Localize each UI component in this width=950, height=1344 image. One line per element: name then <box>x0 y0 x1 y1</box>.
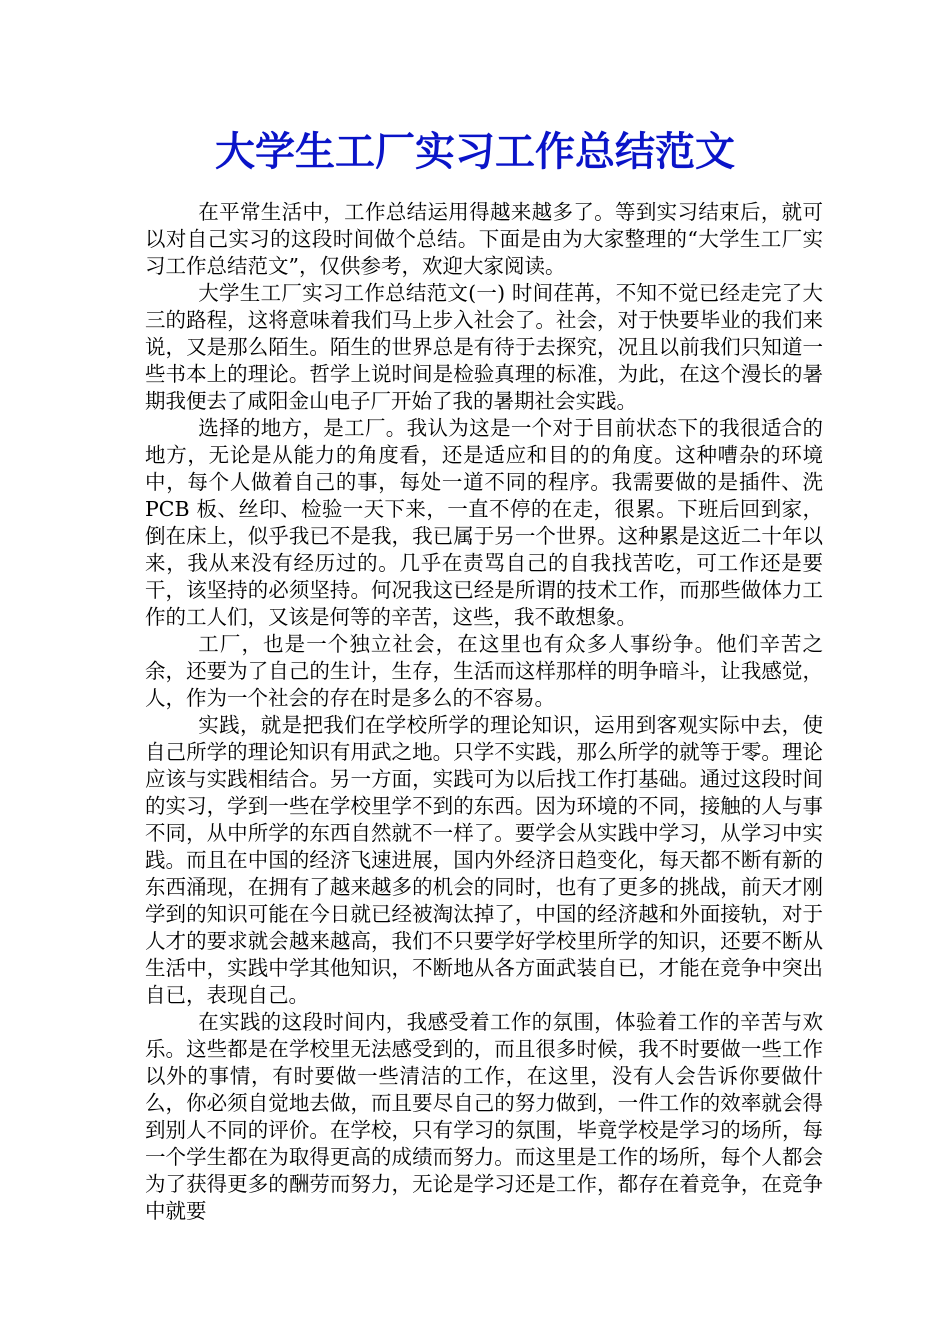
paragraph-practice: 实践，就是把我们在学校所学的理论知识，运用到客观实际中去，使自己所学的理论知识有用武之地。只学不实践，那么所学的就等于零。理论应该与实践相结合。另一方面，实践可为以后找工作打基础。通过这段时间的实习，学到一些在学校里学不到的东西。因为环境的不同，接触的人与事不同，从中所学的东西自然就不一样了。要学会从实践中学习，从学习中实践。而且在中国的经济飞速进展，国内外经济日趋变化，每天都不断有新的东西涌现，在拥有了越来越多的机会的同时，也有了更多的挑战，前天才刚学到的知识可能在今日就已经被淘汰掉了，中国的经济越和外面接轨，对于人才的要求就会越来越高，我们不只要学好学校里所学的知识，还要不断从生活中，实践中学其他知识，不断地从各方面武装自已，才能在竞争中突出自已，表现自己。 <box>145 713 823 1007</box>
document-title: 大学生工厂实习工作总结范文 <box>215 128 735 175</box>
paragraph-workplace: 选择的地方，是工厂。我认为这是一个对于目前状态下的我很适合的地方，无论是从能力的角度看，还是适应和目的的角度。这种嘈杂的环境中，每个人做着自己的事，每处一道不同的程序。我需要做的是插件、洗 PCB 板、丝印、检验一天下来，一直不停的在走，很累。下班后回到家，倒在床上，似乎我已不是我，我已属于另一个世界。这种累是这近二十年以来，我从来没有经历过的。几乎在责骂自己的自我找苦吃，可工作还是要干，该坚持的必须坚持。何况我这已经是所谓的技术工作，而那些做体力工作的工人们，又该是何等的辛苦，这些，我不敢想象。 <box>145 416 823 629</box>
paragraph-part-one: 大学生工厂实习工作总结范文(一) 时间荏苒，不知不觉已经走完了大三的路程，这将意味着我们马上步入社会了。社会，对于快要毕业的我们来说，又是那么陌生。陌生的世界总是有待于去探究，况且以前我们只知道一些书本上的理论。哲学上说时间是检验真理的标准，为此，在这个漫长的暑期我便去了咸阳金山电子厂开始了我的暑期社会实践。 <box>145 281 823 413</box>
paragraph-factory-society: 工厂，也是一个独立社会，在这里也有众多人事纷争。他们辛苦之余，还要为了自己的生计，生存，生活而这样那样的明争暗斗，让我感觉，人，作为一个社会的存在时是多么的不容易。 <box>145 632 823 710</box>
document-body <box>145 199 823 1225</box>
paragraph-work-atmosphere: 在实践的这段时间内，我感受着工作的氛围，体验着工作的辛苦与欢乐。这些都是在学校里无法感受到的，而且很多时候，我不时要做一些工作以外的事情，有时要做一些清洁的工作，在这里，没有人会告诉你要做什么，你必须自觉地去做，而且要尽自己的努力做到，一件工作的效率就会得到别人不同的评价。在学校，只有学习的氛围，毕竟学校是学习的场所，每一个学生都在为取得更高的成绩而努力。而这里是工作的场所，每个人都会为了获得更多的酬劳而努力，无论是学习还是工作，都存在着竞争，在竞争中就要 <box>145 1010 823 1223</box>
paragraph-intro: 在平常生活中，工作总结运用得越来越多了。等到实习结束后，就可以对自己实习的这段时间做个总结。下面是由为大家整理的“大学生工厂实习工作总结范文”，仅供参考，欢迎大家阅读。 <box>145 200 823 278</box>
